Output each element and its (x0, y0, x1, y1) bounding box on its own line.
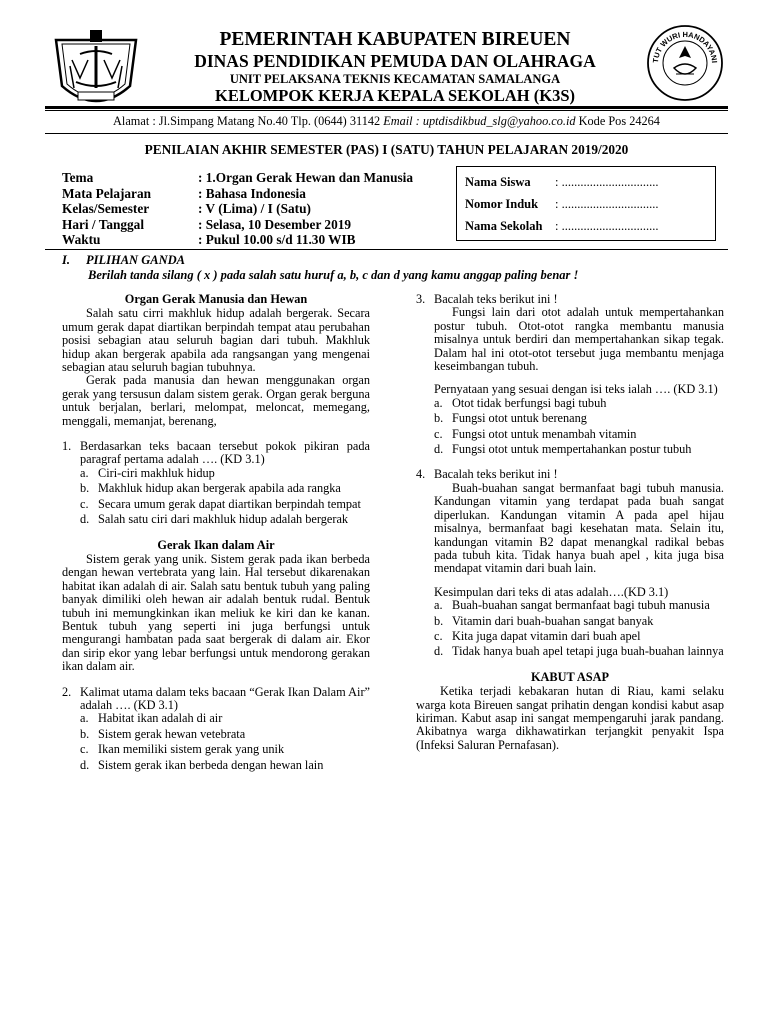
letterhead-rule-thick (45, 106, 728, 109)
letterhead-group: KELOMPOK KERJA KEPALA SEKOLAH (K3S) (215, 85, 575, 105)
reading-paragraph: Salah satu cirri makhluk hidup adalah bergerak. Secara umum gerak dapat diartikan berpindah tempat atau perubahan posisi sebagian atau seluruh bagian dari tubuh. Makhluk hidup akan bergerak apabila ada rangsangan yang mengenai sebagian atau seluruh bagian tubuhnya. (62, 306, 370, 375)
info-row (62, 217, 413, 233)
question-1 (62, 440, 370, 467)
option-c[interactable] (416, 428, 724, 441)
question-prompt: Pernyataan yang sesuai dengan isi teks ialah …. (KD 3.1) (434, 382, 718, 397)
option-text: Habitat ikan adalah di air (98, 711, 223, 726)
question-2 (62, 686, 370, 713)
info-key: Hari / Tanggal (62, 216, 145, 232)
question-3 (416, 293, 724, 306)
option-d[interactable] (416, 443, 724, 456)
option-a[interactable] (62, 467, 370, 480)
bireuen-regency-emblem-icon (50, 26, 142, 118)
option-c[interactable] (62, 743, 370, 756)
info-key: Waktu (62, 232, 101, 247)
field-blank: : ............................... (555, 174, 659, 189)
address-email: Email : uptdisdikbud_slg@yahoo.co.id (383, 114, 576, 128)
info-value: : V (Lima) / I (Satu) (198, 201, 311, 216)
exam-info-table (62, 170, 413, 248)
info-key: Mata Pelajaran (62, 185, 151, 201)
right-column (416, 293, 724, 752)
option-a[interactable] (62, 712, 370, 725)
option-text: Makhluk hidup akan bergerak apabila ada rangka (98, 481, 341, 496)
question-text: Kalimat utama dalam teks bacaan “Gerak Ikan Dalam Air” adalah …. (KD 3.1) (80, 684, 370, 712)
option-text: Sistem gerak hewan vetebrata (98, 726, 246, 741)
option-b[interactable] (62, 728, 370, 741)
option-text: Sistem gerak ikan berbeda dengan hewan lain (98, 757, 324, 772)
info-row (62, 186, 413, 202)
letterhead (150, 30, 640, 104)
reading-paragraph: Ketika terjadi kebakaran hutan di Riau, kami selaku warga kota Bireuen sangat prihatin dengan kondisi kabut asap kiriman. Kabut asap ini sangat mempengaruhi jarak pandang. Akibatnya warga dikhawatirkan terjangkit penyakit Ispa (Infeksi Saluran Pernafasan). (416, 684, 724, 752)
reading-title: Gerak Ikan dalam Air (157, 537, 275, 552)
option-letter: d. (80, 757, 90, 772)
option-letter: d. (80, 512, 90, 527)
tut-wuri-handayani-emblem-icon (646, 24, 724, 102)
option-text: Otot tidak berfungsi bagi tubuh (452, 395, 607, 410)
field-label: Nama Sekolah (465, 218, 543, 233)
exam-title: PENILAIAN AKHIR SEMESTER (PAS) I (SATU) TAHUN PELAJARAN 2019/2020 (144, 142, 629, 157)
section-rule (45, 249, 728, 250)
option-letter: b. (434, 411, 444, 426)
option-text: Salah satu ciri dari makhluk hidup adalah bergerak (98, 512, 349, 527)
info-value: : Bahasa Indonesia (198, 185, 306, 201)
field-label: Nomor Induk (465, 196, 539, 211)
option-letter: a. (434, 598, 443, 613)
reading-title: KABUT ASAP (530, 669, 609, 684)
option-a[interactable] (416, 397, 724, 410)
option-text: Buah-buahan sangat bermanfaat bagi tubuh manusia (452, 598, 710, 613)
option-b[interactable] (416, 412, 724, 425)
option-letter: c. (80, 496, 89, 511)
info-row (62, 201, 413, 217)
info-row (62, 232, 413, 248)
option-letter: b. (434, 613, 444, 628)
option-letter: b. (80, 481, 90, 496)
option-d[interactable] (416, 645, 724, 658)
emblem-motto: TUT WURI HANDAYANI (650, 29, 719, 64)
letterhead-address (45, 114, 728, 129)
question-number: 2. (62, 684, 72, 699)
option-letter: c. (434, 628, 443, 643)
section-title: PILIHAN GANDA (86, 253, 185, 267)
option-b[interactable] (62, 482, 370, 495)
option-b[interactable] (416, 615, 724, 628)
reading-paragraph: Buah-buahan sangat bermanfaat bagi tubuh manusia. Kandungan vitamin yang terdapat pada buah sangat diperlukan. Kandungan vitamin A pada apel hijau misalnya, bermanfaat bagi kesehatan mata. Selain itu, kandungan vitamin B2 dapat menangkal radikal bebas pada tubuh kita. Tidak hanya buah apel , kita juga bisa mendapat vitamin dari buah lain. (434, 480, 724, 576)
section-instruction: Berilah tanda silang ( x ) pada salah satu huruf a, b, c dan d yang kamu anggap paling benar ! (88, 268, 579, 282)
letterhead-department: DINAS PENDIDIKAN PEMUDA DAN OLAHRAGA (194, 50, 596, 71)
info-key: Kelas/Semester (62, 201, 150, 216)
option-letter: c. (80, 742, 89, 757)
option-letter: c. (434, 426, 443, 441)
field-blank: : ............................... (555, 218, 659, 233)
info-value: : 1.Organ Gerak Hewan dan Manusia (198, 170, 413, 185)
address-postcode: Kode Pos 24264 (575, 114, 660, 128)
address-rule (45, 133, 728, 134)
field-label: Nama Siswa (465, 174, 531, 189)
option-text: Secara umum gerak dapat diartikan berpindah tempat (98, 496, 361, 511)
question-number: 3. (416, 292, 426, 306)
option-text: Ikan memiliki sistem gerak yang unik (98, 742, 285, 757)
letterhead-rule-thin (45, 110, 728, 111)
option-text: Kita juga dapat vitamin dari buah apel (452, 628, 641, 643)
question-number: 1. (62, 439, 72, 454)
question-text: Bacalah teks berikut ini ! (434, 292, 558, 306)
option-letter: d. (434, 644, 444, 659)
question-4 (416, 468, 724, 481)
option-text: Vitamin dari buah-buahan sangat banyak (452, 613, 654, 628)
reading-title: Organ Gerak Manusia dan Hewan (124, 292, 308, 306)
option-text: Fungsi otot untuk menambah vitamin (452, 426, 637, 441)
left-column (62, 293, 370, 772)
option-text: Fungsi otot untuk berenang (452, 411, 587, 426)
option-c[interactable] (62, 498, 370, 511)
option-letter: a. (434, 395, 443, 410)
option-letter: b. (80, 726, 90, 741)
question-text: Berdasarkan teks bacaan tersebut pokok pikiran pada paragraf pertama adalah …. (KD 3.1) (80, 439, 370, 467)
option-letter: a. (80, 711, 89, 726)
option-text: Fungsi otot untuk mempertahankan postur tubuh (452, 442, 692, 457)
letterhead-government: PEMERINTAH KABUPATEN BIREUEN (219, 29, 571, 50)
address-text: Alamat : Jl.Simpang Matang No.40 Tlp. (0644) 31142 (113, 114, 384, 128)
option-text: Tidak hanya buah apel tetapi juga buah-buahan lainnya (452, 644, 724, 659)
option-d[interactable] (62, 759, 370, 772)
student-id-field[interactable] (465, 193, 707, 215)
option-d[interactable] (62, 513, 370, 526)
section-heading (62, 253, 185, 268)
question-prompt: Kesimpulan dari teks di atas adalah….(KD 3.1) (434, 584, 669, 599)
option-a[interactable] (416, 599, 724, 612)
student-identity-box (456, 166, 716, 241)
reading-paragraph: Fungsi lain dari otot adalah untuk mempertahankan postur tubuh. Otot-otot rangka membantu manusia misalnya untuk berdiri dan mempertahankan sikap tegak. Dalam hal ini otot-otot tersebut juga membantu menjaga keseimbangan tubuh. (434, 305, 724, 374)
option-text: Ciri-ciri makhluk hidup (98, 465, 215, 480)
option-letter: a. (80, 465, 89, 480)
school-name-field[interactable] (465, 215, 707, 237)
info-row (62, 170, 413, 186)
option-letter: d. (434, 442, 444, 457)
section-number: I. (62, 253, 70, 267)
letterhead-unit: UNIT PELAKSANA TEKNIS KECAMATAN SAMALANGA (229, 72, 561, 86)
option-c[interactable] (416, 630, 724, 643)
reading-paragraph: Gerak pada manusia dan hewan menggunakan organ gerak yang tersusun dalam sistem gerak. Organ gerak berguna untuk berjalan, berlari, melompat, meloncat, memegang, menggali, memanjat, berenang, (62, 373, 370, 428)
student-name-field[interactable] (465, 171, 707, 193)
reading-paragraph: Sistem gerak yang unik. Sistem gerak pada ikan berbeda dengan hewan vertebrata yang lain. Hal tersebut dikarenakan habitat ikan adalah di air. Salah satu bentuk tubuh yang paling banyak dimiliki oleh hewan air adalah bentuk rudal. Bentuk tubuh ini memungkinkan ikan meliuk ke kiri dan ke kanan. Bentuk tubuh yang seperti ini juga berfungsi untuk mengurangi hambatan pada saat bergerak di dalam air. Ekor dan sirip ekor yang lebar berfungsi untuk mendorong gerakan ikan dalam air. (62, 551, 370, 674)
field-blank: : ............................... (555, 196, 659, 211)
info-value: : Pukul 10.00 s/d 11.30 WIB (198, 232, 356, 247)
question-number: 4. (416, 467, 426, 482)
info-key: Tema (62, 170, 94, 185)
info-value: : Selasa, 10 Desember 2019 (198, 216, 352, 232)
question-text: Bacalah teks berikut ini ! (434, 467, 558, 482)
